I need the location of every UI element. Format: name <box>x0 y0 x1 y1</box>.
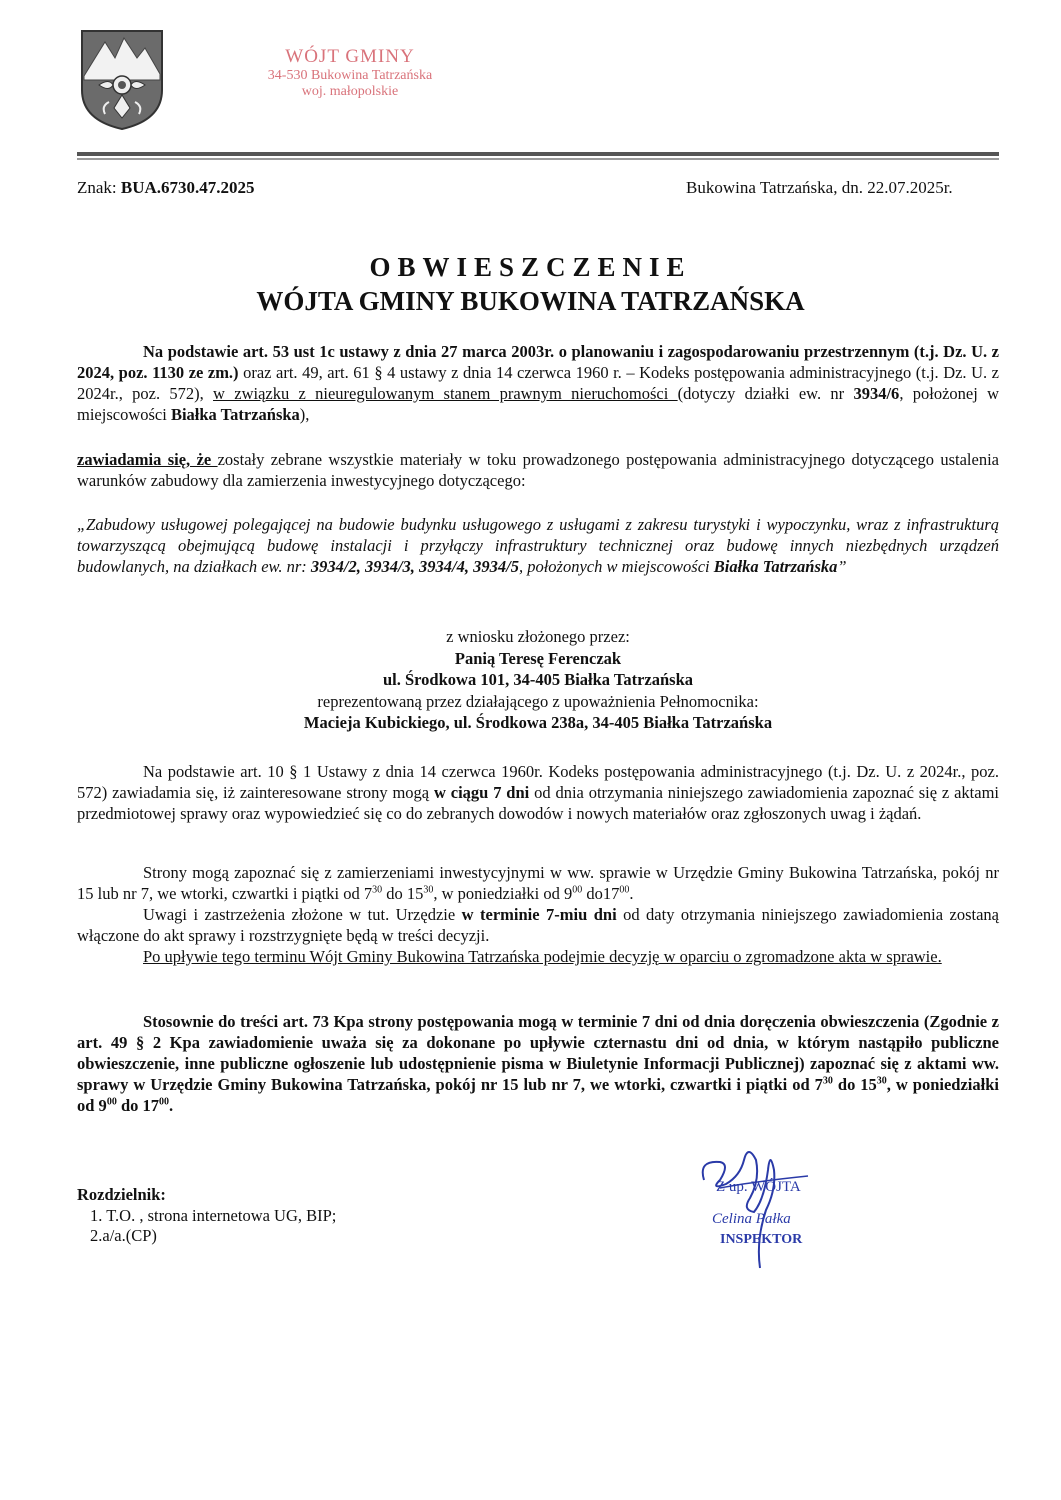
reference-number <box>77 178 255 198</box>
applicant-block <box>77 626 999 734</box>
art73-text-c: , w poniedziałki od 9 <box>77 1075 999 1115</box>
art73-text-a: Stosownie do treści art. 73 Kpa strony postępowania mogą w terminie 7 dni od dnia doręczenia obwieszczenia (Zgodnie z art. 49 § 2 Kpa zawiadomienie uważa się za dokonane po upływie czternastu dni od dnia, w którym nastąpiło publiczne obwieszczenie, inne publiczne ogłoszenie lub udostępnienie pisma w Biuletynie Informacji Publicznej) zapoznać się z aktami ww. sprawy w Urzędzie Gminy Bukowina Tatrzańska, pokój nr 15 lub nr 7, we wtorki, czwartki i piątki od 7 <box>77 1012 999 1094</box>
art10-text-end: od dnia otrzymania niniejszego zawiadomienia zapoznać się z aktami przedmiotowej sprawy oraz wypowiedzieć się co do zebranych dowodów i nowych materiałów oraz zgłoszonych uwag i żądań. <box>77 783 1000 823</box>
representative-intro: reprezentowaną przez działającego z upoważnienia Pełnomocnika: <box>317 691 759 711</box>
art73-text-e: . <box>169 1096 174 1115</box>
legal-basis-end: ), <box>299 405 310 424</box>
office-hours-section <box>77 862 999 967</box>
investment-location-intro: , położonych w miejscowości <box>518 557 714 576</box>
hours-text-e: . <box>629 884 634 903</box>
legal-basis-location-intro: , położonej w miejscowości <box>77 384 1000 424</box>
hours-sup-3: 00 <box>572 884 583 896</box>
representative-name: Macieja Kubickiego, ul. Środkowa 238a, 34-405 Białka Tatrzańska <box>303 713 773 732</box>
hours-sup-1: 30 <box>372 884 383 896</box>
document-subtitle: WÓJTA GMINY BUKOWINA TATRZAŃSKA <box>256 286 805 316</box>
stamp-title: WÓJT GMINY <box>285 46 415 67</box>
legal-basis-underlined: w związku z nieuregulowanym stanem prawnym nieruchomości <box>213 384 678 403</box>
signature-stamp <box>690 1140 830 1280</box>
art10-paragraph <box>77 761 999 824</box>
remarks-deadline: w terminie 7-miu dni <box>461 905 617 924</box>
legal-basis-bold: Na podstawie art. 53 ust 1c ustawy z dnia 27 marca 2003r. o planowaniu i zagospodarowaniu przestrzennym (t.j. Dz. U. z 2024, poz. 1130 ze zm.) <box>77 342 999 382</box>
header-divider-thin <box>77 158 999 160</box>
distribution-item: 1. T.O. , strona internetowa UG, BIP; <box>90 1205 337 1225</box>
art10-deadline: w ciągu 7 dni <box>433 783 530 802</box>
notification-lead: zawiadamia się, że <box>77 450 218 469</box>
art73-sup-2: 30 <box>876 1075 887 1087</box>
notification-text: zostały zebrane wszystkie materiały w toku prowadzonego postępowania administracyjnego dotyczącego ustalenia warunków zabudowy dla zamierzenia inwestycyjnego dotyczącego: <box>77 450 999 490</box>
applicant-address: ul. Środkowa 101, 34-405 Białka Tatrzańska <box>382 670 694 689</box>
art73-sup-1: 30 <box>822 1075 833 1087</box>
hours-text-a: Strony mogą zapoznać się z zamierzeniami inwestycyjnymi w ww. sprawie w Urzędzie Gminy Bukowina Tatrzańska, pokój nr 15 lub nr 7, we wtorki, czwartki i piątki od 7 <box>77 863 999 903</box>
notification-paragraph <box>77 449 999 491</box>
art73-text-b: do 15 <box>832 1075 877 1094</box>
hours-text-d: do17 <box>582 884 620 903</box>
decision-paragraph <box>77 946 999 967</box>
legal-basis-paragraph <box>77 341 999 425</box>
investment-text: „Zabudowy usługowej polegającej na budowie budynku usługowego z usługami z zakresu turystyki i wypoczynku, wraz z infrastrukturą towarzyszącą obejmującą budowę instalacji i przyłączy infrastruktury technicznej oraz budowę innych niezbędnych urządzeń budowlanych, na działkach ew. nr: <box>77 515 999 576</box>
art73-text-d: do 17 <box>116 1096 159 1115</box>
document-title: OBWIESZCZENIE <box>369 252 692 282</box>
document-date: Bukowina Tatrzańska, dn. 22.07.2025r. <box>686 178 953 197</box>
investment-location: Białka Tatrzańska <box>713 557 838 576</box>
signature-line1: Z up. WÓJTA <box>716 1179 801 1195</box>
signature-line3: INSPEKTOR <box>720 1232 803 1247</box>
investment-quote-end: ” <box>837 557 847 576</box>
letterhead-stamp <box>230 46 470 100</box>
distribution-title: Rozdzielnik: <box>77 1185 166 1204</box>
signature-line2: Celina Pałka <box>712 1211 791 1227</box>
stamp-region: woj. małopolskie <box>301 84 399 99</box>
art73-sup-3: 00 <box>106 1096 117 1108</box>
investment-parcels: 3934/2, 3934/3, 3934/4, 3934/5 <box>310 557 519 576</box>
decision-text: Po upływie tego terminu Wójt Gminy Bukowina Tatrzańska podejmie decyzję w oparciu o zgromadzone akta w sprawie. <box>143 947 942 966</box>
header-divider <box>77 152 999 156</box>
applicant-name: Panią Teresę Ferenczak <box>454 648 622 668</box>
hours-sup-4: 00 <box>619 884 630 896</box>
art73-paragraph <box>77 1011 999 1116</box>
art10-text: Na podstawie art. 10 § 1 Ustawy z dnia 14 czerwca 1960r. Kodeks postępowania administracyjnego (t.j. Dz. U. z 2024r., poz. 572) zawiadamia się, iż zainteresowane strony mogą <box>77 762 999 802</box>
distribution-list <box>77 1185 336 1247</box>
coat-of-arms-emblem <box>79 28 165 132</box>
legal-basis-parcel-intro: (dotyczy działki ew. nr <box>677 384 854 403</box>
remarks-text: Uwagi i zastrzeżenia złożone w tut. Urzędzie <box>143 905 462 924</box>
investment-description <box>77 514 999 577</box>
stamp-address: 34-530 Bukowina Tatrzańska <box>267 68 433 83</box>
legal-basis-text: oraz art. 49, art. 61 § 4 ustawy z dnia 14 czerwca 1960 r. – Kodeks postępowania administracyjnego (t.j. Dz. U. z 2024r., poz. 572), <box>77 363 999 403</box>
hours-text-c: , w poniedziałki od 9 <box>433 884 573 903</box>
remarks-text-end: od daty otrzymania niniejszego zawiadomienia zostaną włączone do akt sprawy i rozstrzygnięte będą w treści decyzji. <box>77 905 999 945</box>
location-name: Białka Tatrzańska <box>170 405 300 424</box>
reference-value: BUA.6730.47.2025 <box>120 178 255 197</box>
office-hours-paragraph <box>77 862 999 904</box>
parcel-number: 3934/6 <box>853 384 900 403</box>
reference-label: Znak: <box>77 178 117 197</box>
remarks-paragraph <box>77 904 999 946</box>
distribution-item: 2.a/a.(CP) <box>90 1226 157 1245</box>
applicant-intro: z wniosku złożonego przez: <box>446 627 630 646</box>
art73-sup-4: 00 <box>159 1096 169 1108</box>
hours-text-b: do 15 <box>382 884 424 903</box>
hours-sup-2: 30 <box>423 884 434 896</box>
